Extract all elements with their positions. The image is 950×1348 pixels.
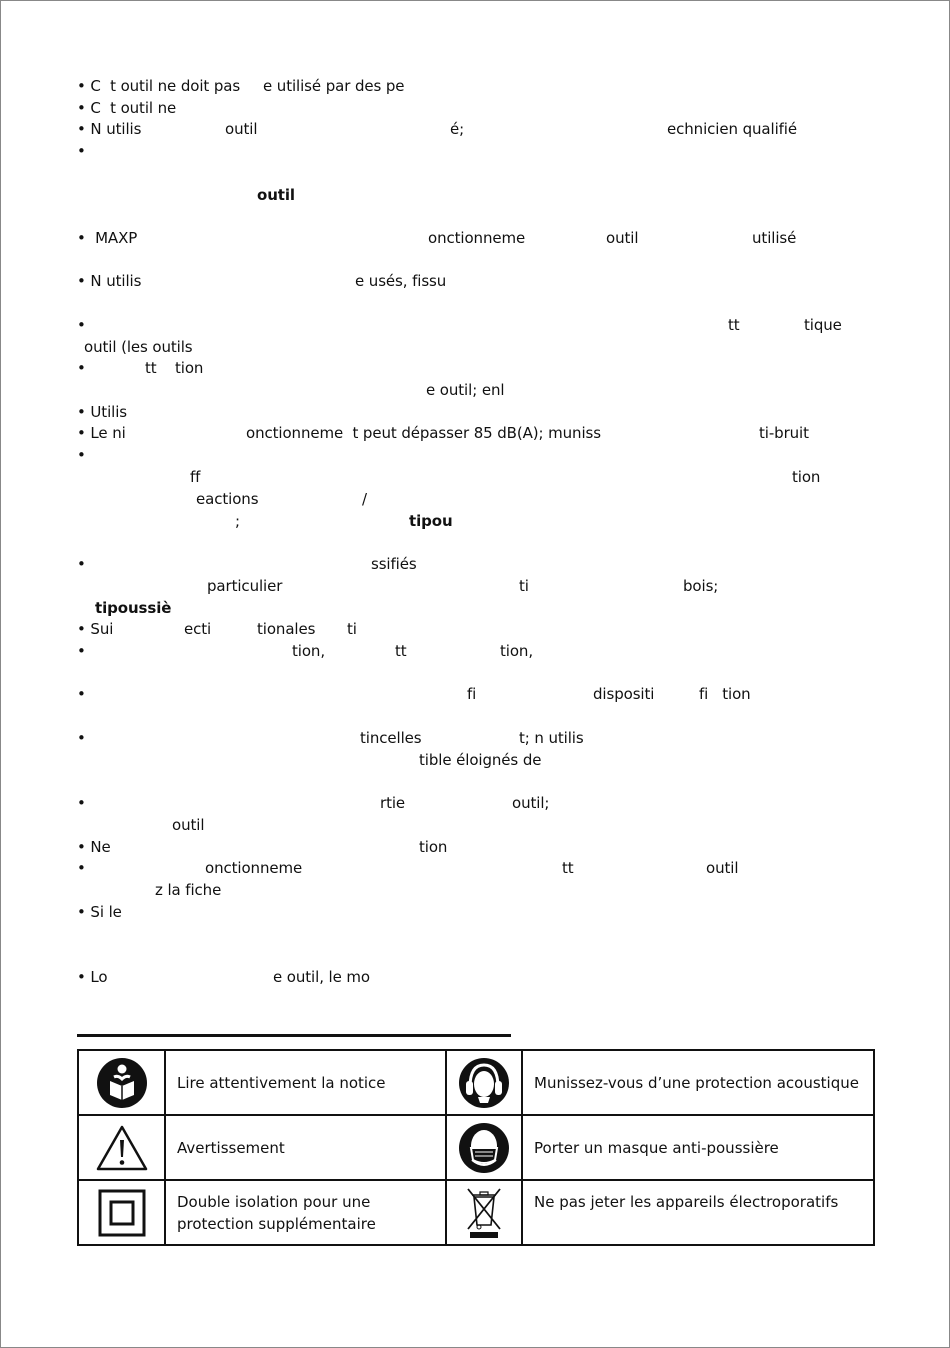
text-fragment: rtie <box>380 794 406 812</box>
symbol-cell <box>78 1050 165 1115</box>
text-fragment: • N utilis <box>77 120 142 138</box>
text-fragment: é; <box>450 120 465 138</box>
text-fragment: particulier <box>207 577 283 595</box>
symbol-label: Lire attentivement la notice <box>165 1050 446 1115</box>
section-rule <box>77 1034 511 1037</box>
text-fragment: outil <box>257 186 295 204</box>
text-fragment: • <box>77 729 86 747</box>
text-fragment: outil <box>606 229 639 247</box>
text-fragment: dispositi <box>593 685 655 703</box>
symbol-cell <box>446 1115 522 1180</box>
text-fragment: • C t outil ne <box>77 99 177 117</box>
text-fragment: • Utilis <box>77 403 127 421</box>
text-fragment: / <box>362 490 367 508</box>
text-fragment: ssifiés <box>371 555 417 573</box>
text-fragment: ti <box>519 577 529 595</box>
text-fragment: outil <box>172 816 205 834</box>
text-fragment: ff <box>190 468 201 486</box>
dust-mask-icon <box>458 1122 510 1174</box>
text-fragment: • Lo <box>77 968 108 986</box>
text-fragment: • <box>77 555 86 573</box>
text-fragment: ; <box>235 512 240 530</box>
symbol-label: Ne pas jeter les appareils électroporatifs <box>522 1180 874 1245</box>
symbol-cell <box>78 1115 165 1180</box>
text-fragment: outil <box>225 120 258 138</box>
text-fragment: ti <box>347 620 357 638</box>
text-fragment: outil (les outils <box>84 338 193 356</box>
text-fragment: • <box>77 446 86 464</box>
text-fragment: ti-bruit <box>759 424 809 442</box>
text-fragment: • <box>77 642 86 660</box>
symbol-cell <box>446 1180 522 1245</box>
table-row <box>78 1115 874 1180</box>
text-fragment: • Le ni <box>77 424 126 442</box>
text-fragment: • <box>77 316 86 334</box>
table-row <box>78 1050 874 1115</box>
text-fragment: ecti <box>184 620 212 638</box>
text-fragment: tionales <box>257 620 316 638</box>
text-fragment: tion <box>419 838 448 856</box>
text-fragment: z la fiche <box>155 881 222 899</box>
text-fragment: • Ne <box>77 838 111 856</box>
text-fragment: tt <box>728 316 740 334</box>
text-fragment: e outil, le mo <box>273 968 370 986</box>
text-fragment: echnicien qualifié <box>667 120 798 138</box>
text-fragment: • <box>77 794 86 812</box>
text-fragment: • N utilis <box>77 272 142 290</box>
text-fragment: tion, <box>500 642 534 660</box>
text-fragment: tincelles <box>360 729 422 747</box>
warning-triangle-icon <box>95 1124 149 1172</box>
symbol-label: Porter un masque anti-poussière <box>522 1115 874 1180</box>
text-fragment: tt <box>395 642 407 660</box>
text-fragment: bois; <box>683 577 719 595</box>
double-insulation-icon <box>98 1189 146 1237</box>
symbol-cell <box>78 1180 165 1245</box>
text-fragment: • <box>77 359 86 377</box>
text-fragment: utilisé <box>752 229 797 247</box>
text-fragment: fi tion <box>699 685 751 703</box>
text-fragment: tion <box>175 359 204 377</box>
text-fragment: • <box>77 142 86 160</box>
text-fragment: outil; <box>512 794 550 812</box>
text-fragment: tique <box>804 316 842 334</box>
text-fragment: • C t outil ne doit pas <box>77 77 241 95</box>
symbols-table <box>77 1049 875 1246</box>
text-fragment: e usés, fissu <box>355 272 447 290</box>
text-fragment: tt <box>562 859 574 877</box>
text-fragment: tion, <box>292 642 326 660</box>
text-fragment: • <box>77 859 86 877</box>
text-fragment: onctionneme <box>428 229 526 247</box>
text-fragment: • MAXP <box>77 229 138 247</box>
text-fragment: onctionneme t peut dépasser 85 dB(A); muniss <box>246 424 601 442</box>
text-fragment: onctionneme <box>205 859 303 877</box>
text-fragment: e utilisé par des pe <box>263 77 405 95</box>
text-fragment: tt <box>145 359 157 377</box>
text-fragment: tipoussiè <box>95 599 172 617</box>
text-fragment: • Si le <box>77 903 122 921</box>
table-row <box>78 1180 874 1245</box>
text-fragment: fi <box>467 685 477 703</box>
ear-protection-icon <box>458 1057 510 1109</box>
symbol-cell <box>446 1050 522 1115</box>
text-fragment: tible éloignés de <box>419 751 542 769</box>
text-fragment: • <box>77 685 86 703</box>
symbol-label: Double isolation pour une protection supplémentaire <box>165 1180 446 1245</box>
crossed-bin-icon <box>464 1185 504 1241</box>
text-fragment: • Sui <box>77 620 114 638</box>
read-manual-icon <box>96 1057 148 1109</box>
text-fragment: e outil; enl <box>426 381 505 399</box>
text-fragment: tion <box>792 468 821 486</box>
symbol-label: Avertissement <box>165 1115 446 1180</box>
text-fragment: eactions <box>196 490 259 508</box>
symbol-label: Munissez-vous d’une protection acoustique <box>522 1050 874 1115</box>
text-fragment: tipou <box>409 512 453 530</box>
text-fragment: outil <box>706 859 739 877</box>
text-fragment: t; n utilis <box>519 729 584 747</box>
